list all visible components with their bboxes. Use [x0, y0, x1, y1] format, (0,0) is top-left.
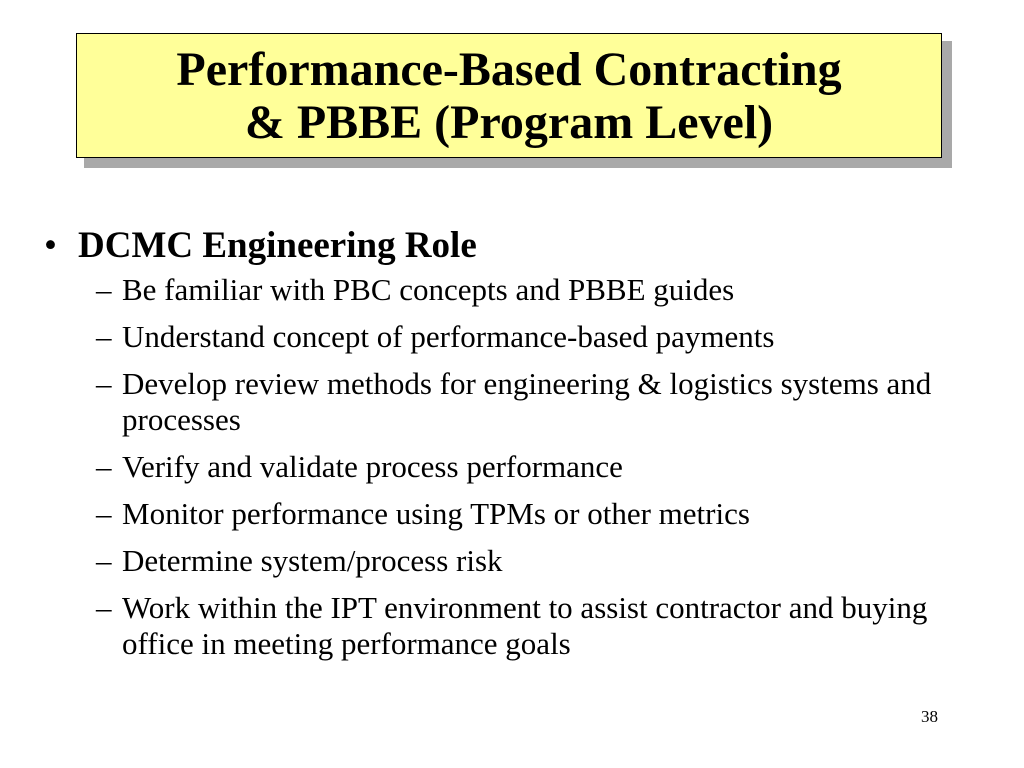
dash-marker: – [96, 272, 112, 307]
bullet-content [44, 222, 984, 673]
sub-bullet [96, 543, 984, 579]
page-number: 38 [921, 707, 938, 726]
sub-bullet-text: Verify and validate process performance [122, 449, 623, 484]
main-bullet-text: DCMC Engineering Role [78, 225, 477, 266]
sub-bullet [96, 272, 984, 308]
dash-marker: – [96, 319, 112, 354]
sub-bullet-text: Work within the IPT environment to assist contractor and buying office in meeting performance goals [122, 590, 928, 661]
sub-bullet-text: Monitor performance using TPMs or other metrics [122, 496, 750, 531]
sub-bullet-text: Be familiar with PBC concepts and PBBE guides [122, 272, 735, 307]
dash-marker: – [96, 449, 112, 484]
bullet-marker: • [44, 225, 57, 266]
sub-bullet [96, 319, 984, 355]
dash-marker: – [96, 366, 112, 401]
sub-bullet [96, 496, 984, 532]
sub-bullet-text: Understand concept of performance-based payments [122, 319, 775, 354]
dash-marker: – [96, 496, 112, 531]
main-bullet [44, 222, 984, 270]
sub-bullet-list [44, 272, 984, 662]
sub-bullet [96, 590, 984, 662]
sub-bullet-text: Determine system/process risk [122, 543, 503, 578]
sub-bullet [96, 449, 984, 485]
dash-marker: – [96, 590, 112, 625]
title-box [76, 33, 942, 158]
sub-bullet [96, 366, 984, 438]
dash-marker: – [96, 543, 112, 578]
slide-title: Performance-Based Contracting & PBBE (Program Level) [176, 42, 842, 149]
sub-bullet-text: Develop review methods for engineering & logistics systems and processes [122, 366, 932, 437]
